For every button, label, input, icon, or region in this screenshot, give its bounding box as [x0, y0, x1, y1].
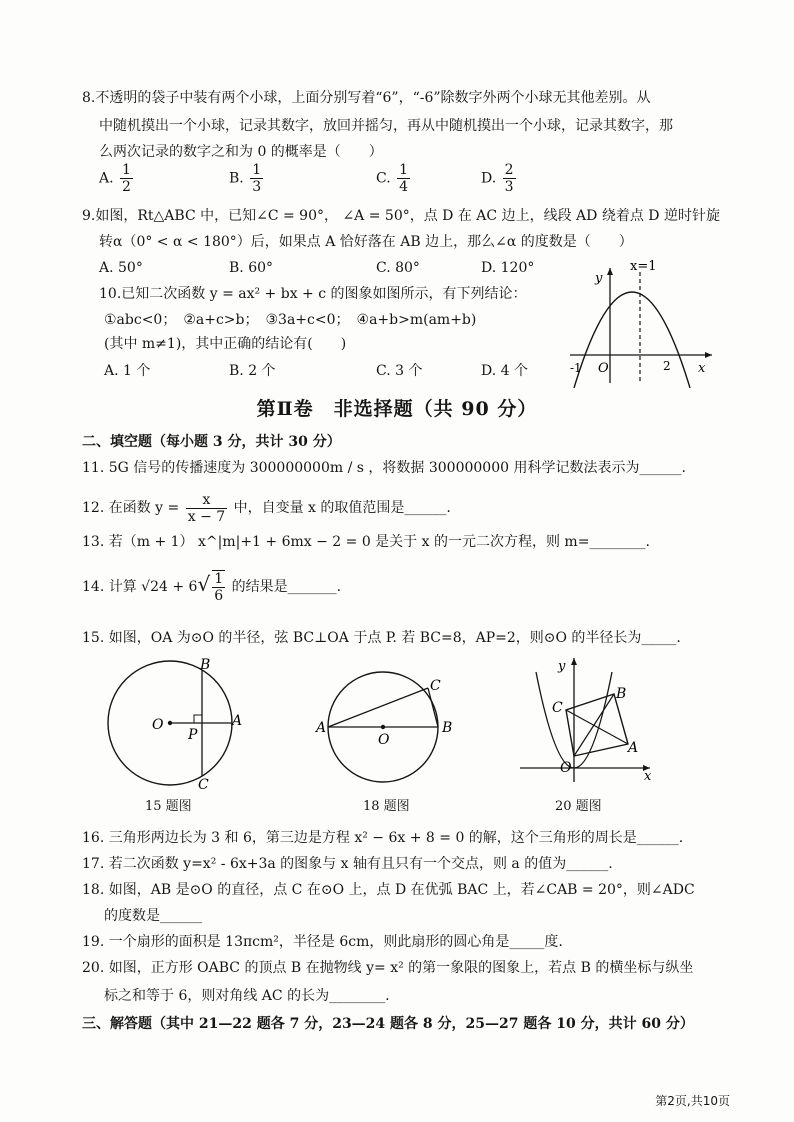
section-2-title: 第Ⅱ卷 非选择题（共 90 分） [256, 398, 538, 420]
fig20-label-y: y [558, 659, 566, 674]
q14: 14. 计算 √24 + 6√ $\frac{1}{6}$ 的结果是_______. [82, 571, 342, 604]
q9-option-a: A. 50° [99, 260, 143, 276]
q10-line2: ①abc<0； ②a+c>b； ③3a+c<0； ④a+b>m(am+b) [104, 312, 477, 328]
q18-line1: 18. 如图，AB 是⊙O 的直径，点 C 在⊙O 上，点 D 在优弧 BAC 上，若∠CAB = 20°，则∠ADC [82, 882, 695, 898]
q8-option-d: D. $\frac{2}{3}$ [481, 162, 514, 195]
q10-line3: (其中 m≠1)，其中正确的结论有( ) [104, 336, 347, 352]
q10-option-a: A. 1 个 [104, 363, 151, 379]
tick-two: 2 [663, 359, 671, 373]
q10-option-b: B. 2 个 [229, 363, 276, 379]
q15: 15. 如图，OA 为⊙O 的半径，弦 BC⊥OA 于点 P. 若 BC=8，AP=2，则⊙O 的半径长为_____. [82, 630, 681, 646]
fig20-diagonal-ac [566, 710, 628, 744]
fig20-label-o: O [560, 760, 572, 776]
q13: 13. 若（m + 1） x^|m|+1 + 6mx − 2 = 0 是关于 x 的一元二次方程，则 m=________. [82, 534, 650, 550]
q9-line2: 转α（0° < α < 180°）后，如果点 A 恰好落在 AB 边上，那么∠α 的度数是（ ） [99, 234, 633, 250]
fig18-center-dot [381, 725, 385, 729]
q8-line2: 中随机摸出一个小球，记录其数字，放回并摇匀，再从中随机摸出一个小球，记录其数字，那 [99, 118, 673, 134]
q20-line2: 标之和等于 6，则对角线 AC 的长为________. [104, 988, 390, 1004]
fill-blank-heading: 二、填空题（每小题 3 分，共计 30 分） [82, 434, 341, 450]
fig18-label-a: A [316, 720, 327, 736]
symmetry-label: x=1 [630, 259, 657, 274]
x-axis-arrow [705, 352, 712, 358]
fig20-square-oabc [566, 694, 628, 756]
page-footer: 第2页,共10页 [655, 1094, 730, 1108]
fig18-label-o: O [378, 732, 390, 748]
origin-label: O [598, 361, 609, 376]
tick-neg-one: -1 [570, 361, 582, 375]
q19: 19. 一个扇形的面积是 13πcm²，半径是 6cm，则此扇形的圆心角是_____度. [82, 934, 563, 950]
fig20-label-x: x [644, 769, 652, 784]
y-axis-arrow [607, 268, 613, 275]
q20-line1: 20. 如图，正方形 OABC 的顶点 B 在抛物线 y= x² 的第一象限的图象上，若点 B 的横坐标与纵坐 [82, 960, 694, 976]
parabola-curve [574, 292, 690, 388]
q10-line1: 10.已知二次函数 y = ax² + bx + c 的图象如图所示，有下列结论： [99, 286, 527, 302]
q10-parabola-graph [560, 258, 720, 388]
fig15-right-angle [194, 715, 202, 723]
q11: 11. 5G 信号的传播速度为 300000000m / s ，将数据 300000000 用科学记数法表示为______. [82, 460, 686, 476]
fig20-label-c: C [552, 700, 563, 716]
fig15-center-dot [168, 721, 172, 725]
fig20-caption: 20 题图 [555, 799, 602, 814]
fig18-label-b: B [442, 720, 453, 736]
fig20-diagonal-ob [574, 694, 614, 756]
q8-option-a: A. $\frac{1}{2}$ [99, 162, 131, 195]
q8-option-b: B. $\frac{1}{3}$ [229, 162, 262, 195]
fig15-label-o: O [152, 717, 164, 733]
fig20-label-a: A [628, 740, 639, 756]
q17: 17. 若二次函数 y=x² - 6x+3a 的图象与 x 轴有且只有一个交点，则 a 的值为______. [82, 856, 613, 872]
q10-option-d: D. 4 个 [481, 363, 528, 379]
q9-option-b: B. 60° [229, 260, 274, 276]
fig18-caption: 18 题图 [363, 799, 410, 814]
q16: 16. 三角形两边长为 3 和 6，第三边是方程 x² − 6x + 8 = 0 的解，这个三角形的周长是______. [82, 830, 684, 846]
x-label: x [698, 361, 706, 376]
fig20-y-axis-arrow [571, 658, 577, 665]
fig20-parabola-square-diagram [510, 652, 660, 787]
fig20-label-b: B [616, 686, 627, 702]
q9-option-d: D. 120° [481, 260, 535, 276]
q18-line2: 的度数是______ [104, 908, 202, 924]
fig18-circle-diagram [310, 660, 460, 790]
fig15-label-c: C [198, 777, 209, 793]
fig18-chord-ac [328, 688, 428, 727]
fig15-circle-diagram [100, 655, 250, 795]
q8-option-c: C. $\frac{1}{4}$ [376, 162, 409, 195]
fig15-label-p: P [188, 727, 198, 743]
q8-line3: 么两次记录的数字之和为 0 的概率是（ ） [99, 144, 383, 160]
fig18-label-c: C [430, 678, 441, 694]
q12: 12. 在函数 y = $\frac{x}{x - 7}$ 中，自变量 x 的取值范围是______. [82, 491, 451, 525]
q9-option-c: C. 80° [376, 260, 420, 276]
y-label: y [595, 271, 603, 286]
q8-line1: 8.不透明的袋子中装有两个小球，上面分别写着“6”，“-6”除数字外两个小球无其他差别。从 [82, 90, 651, 106]
fig15-caption: 15 题图 [145, 799, 192, 814]
fig15-label-a: A [232, 713, 243, 729]
fig15-label-b: B [200, 657, 211, 673]
answer-section-heading: 三、解答题（其中 21—22 题各 7 分，23—24 题各 8 分，25—27 题各 10 分，共计 60 分） [82, 1016, 694, 1032]
q10-option-c: C. 3 个 [376, 363, 423, 379]
q9-line1: 9.如图，Rt△ABC 中，已知∠C = 90°， ∠A = 50°，点 D 在 AC 边上，线段 AD 绕着点 D 逆时针旋 [82, 208, 720, 224]
